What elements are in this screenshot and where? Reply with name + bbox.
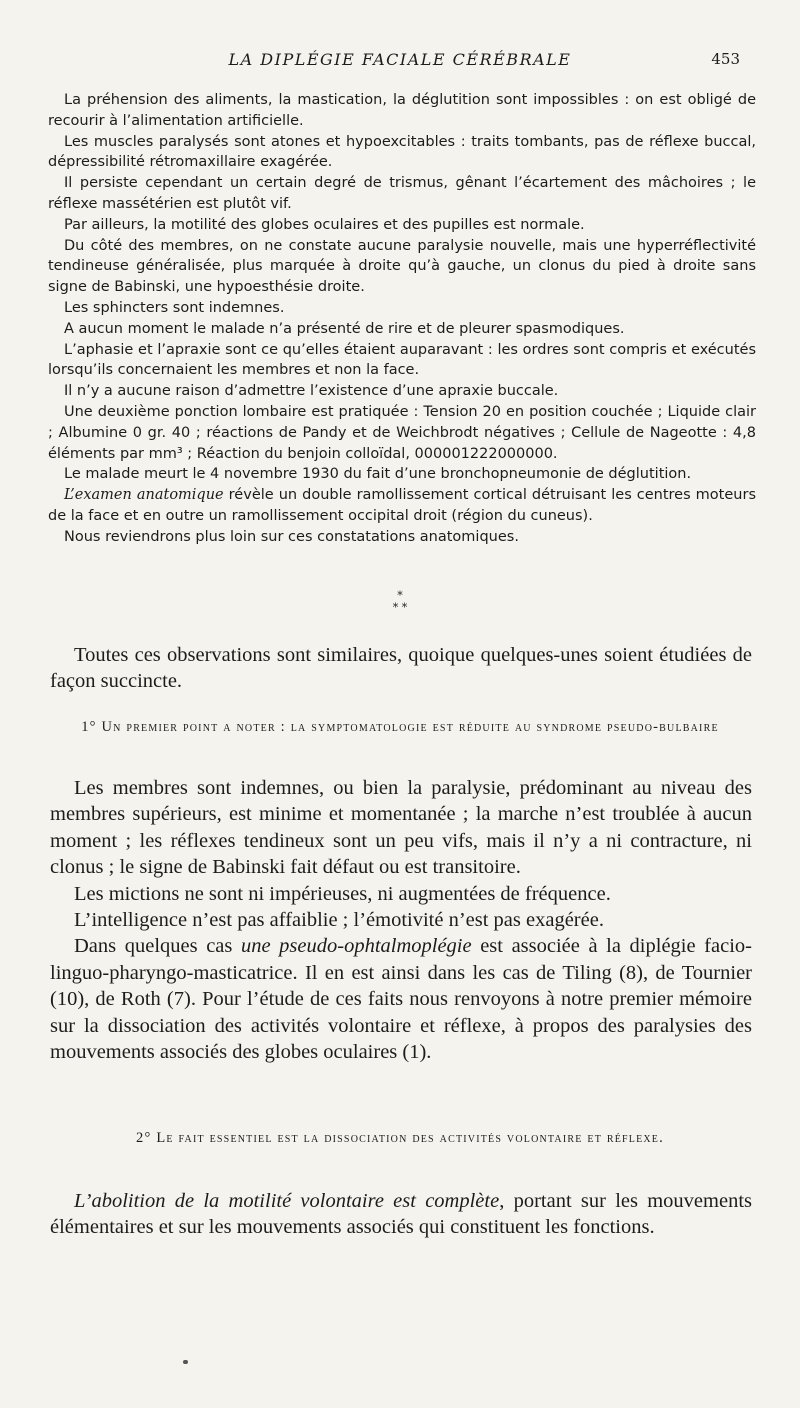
asterism-separator: * * *: [392, 589, 408, 614]
section-2-body: [50, 1188, 752, 1241]
paragraph: L’aphasie et l’apraxie sont ce qu’elles étaient auparavant : les ordres sont compris et exécutés lorsqu’ils concernaient les membres et non la face.: [48, 341, 756, 379]
paragraph: Le malade meurt le 4 novembre 1930 du fait d’une bronchopneumonie de déglutition.: [64, 466, 692, 483]
paragraph: L’intelligence n’est pas affaiblie ; l’émotivité n’est pas exagérée.: [74, 909, 604, 932]
paragraph: Du côté des membres, on ne constate aucune paralysie nouvelle, mais une hyperréflectivité tendineuse généralisée, plus marquée à droite qu’à gauche, un clonus du pied à droite sans signe de Babinski, une hypoesthésie droite.: [48, 237, 756, 296]
paragraph: L’abolition de la motilité volontaire est complète, portant sur les mouvements élémentaires et sur les mouvements associés qui constituent les fonctions.: [50, 1190, 752, 1239]
paragraph: Par ailleurs, la motilité des globes oculaires et des pupilles est normale.: [64, 216, 585, 233]
lumbar-puncture-paragraph: Une deuxième ponction lombaire est pratiquée : Tension 20 en position couchée ; Liquide clair ; Albumine 0 gr. 40 ; réactions de Pandy et de Weichbrodt négatives ; Cellule de Nageotte : 4,8 éléments par mm³ ; Réaction du benjoin colloïdal, 000001222000000.: [48, 403, 756, 462]
page-number: 453: [711, 50, 740, 68]
paragraph: Dans quelques cas une pseudo-ophtalmoplégie est associée à la diplégie facio-linguo-pharyngo-masticatrice. Il en est ainsi dans les cas de Tiling (8), de Tournier (10), de Roth (7). Pour l’étude de ces faits nous renvoyons à notre premier mémoire sur la dissociation des activités volontaire et réflexe, à propos des paralysies des mouvements associés des globes oculaires (1).: [50, 935, 752, 1064]
ink-speck: [183, 1360, 188, 1364]
paragraph: Les membres sont indemnes, ou bien la paralysie, prédominant au niveau des membres supérieurs, est minime et momentanée ; la marche n’est troublée à aucun moment ; les réflexes tendineux sont un peu vifs, mais il n’y a ni contracture, ni clonus ; le signe de Babinski fait défaut ou est transitoire.: [50, 777, 752, 879]
paragraph: Il persiste cependant un certain degré de trismus, gênant l’écartement des mâchoires ; le réflexe massétérien est plutôt vif.: [48, 175, 756, 212]
section-heading-2: 2° Le fait essentiel est la dissociation des activités volontaire et réflexe.: [136, 1130, 664, 1146]
paragraph: Les sphincters sont indemnes.: [64, 299, 285, 316]
running-title: LA DIPLÉGIE FACIALE CÉRÉBRALE: [228, 50, 572, 69]
paragraph: Les mictions ne sont ni impérieuses, ni augmentées de fréquence.: [74, 882, 611, 905]
section-1-body: [50, 775, 752, 1065]
page-header: [60, 50, 740, 78]
anatomic-exam-paragraph: L’examen anatomique révèle un double ramollissement cortical détruisant les centres moteurs de la face et en outre un ramollissement occipital droit (région du cuneus).: [48, 487, 756, 524]
paragraph: La préhension des aliments, la mastication, la déglutition sont impossibles : on est obligé de recourir à l’alimentation artificielle.: [48, 92, 756, 129]
section-heading-1: 1° Un premier point a noter : la symptomatologie est réduite au syndrome pseudo-bulbaire: [81, 719, 719, 735]
case-observation-text: [48, 90, 756, 548]
paragraph: Il n’y a aucune raison d’admettre l’existence d’une apraxie buccale.: [64, 383, 559, 400]
closing-note: Nous reviendrons plus loin sur ces constatations anatomiques.: [64, 528, 519, 545]
italic-phrase: une pseudo-ophtalmoplégie: [240, 935, 472, 958]
paragraph: Les muscles paralysés sont atones et hypoexcitables : traits tombants, pas de réflexe buccal, dépressibilité rétromaxillaire exagérée.: [48, 133, 756, 171]
paragraph: A aucun moment le malade n’a présenté de rire et de pleurer spasmodiques.: [64, 320, 625, 337]
italic-phrase: L’examen anatomique: [64, 487, 224, 504]
italic-phrase: L’abolition de la motilité volontaire est complète: [74, 1190, 500, 1212]
intro-paragraph: Toutes ces observations sont similaires, quoique quelques-unes soient étudiées de façon succincte.: [50, 644, 752, 693]
